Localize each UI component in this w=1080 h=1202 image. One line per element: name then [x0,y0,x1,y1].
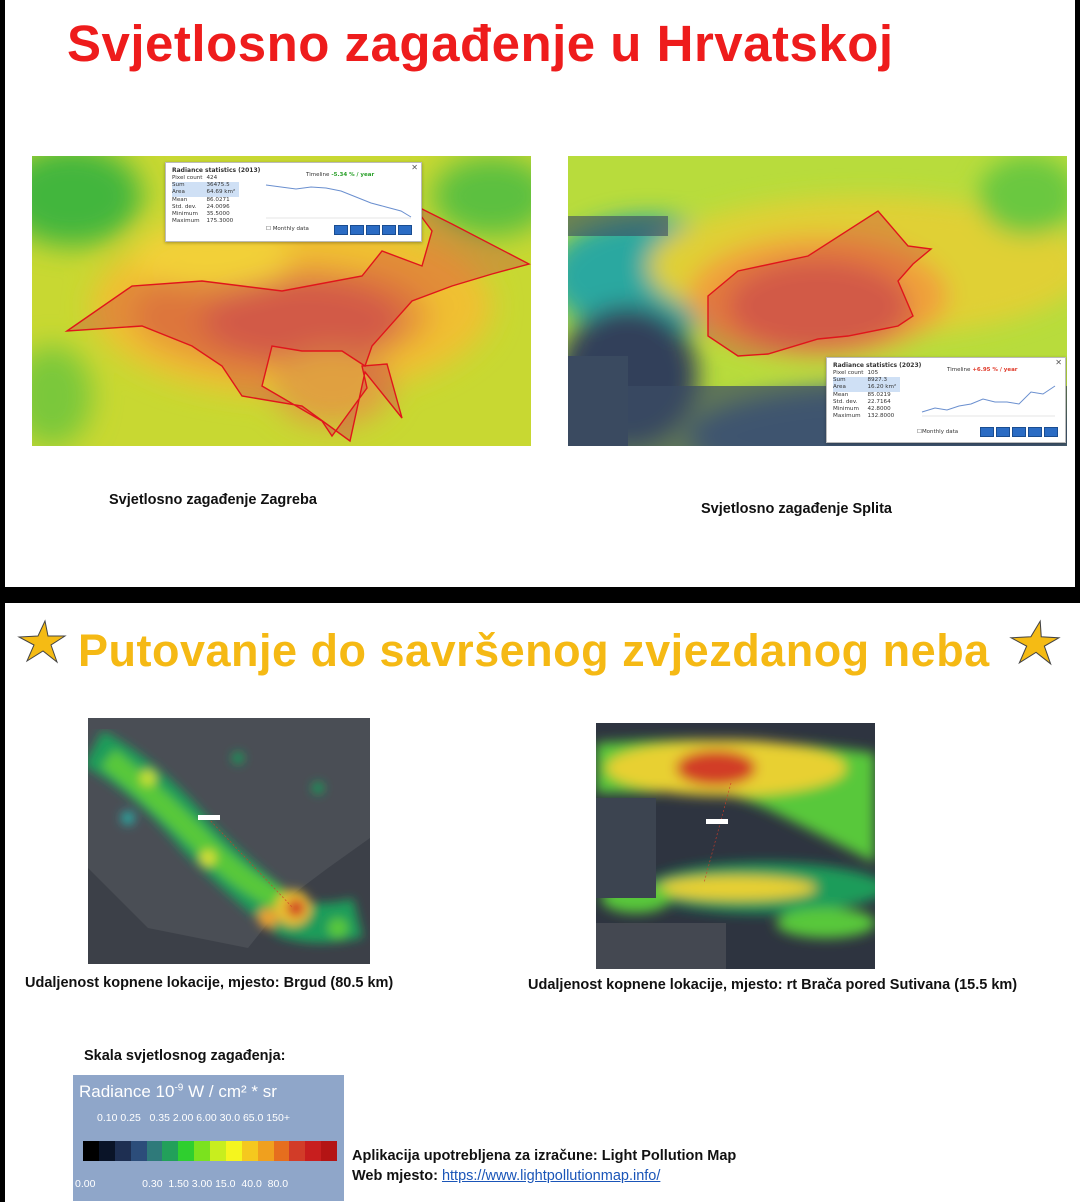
export-buttons[interactable] [334,225,412,235]
monthly-data-checkbox[interactable]: ☐Monthly data [917,429,959,435]
scale-color-swatch [147,1141,163,1161]
scale-color-bar [83,1141,337,1161]
table-row: Sum 36475.5 [172,182,239,189]
split-stats-panel [826,357,1066,443]
table-row: Sum 8927.3 [833,377,900,384]
scale-color-swatch [226,1141,242,1161]
table-row: Std. dev. 22.7164 [833,398,891,405]
table-row: Mean 85.0219 [833,391,891,398]
stats-title: Radiance statistics (2023) [833,362,922,369]
caption-split: Svjetlosno zagađenje Splita [701,501,892,517]
scale-color-swatch [289,1141,305,1161]
scale-color-swatch [305,1141,321,1161]
table-row: Area 16.20 km² [833,384,900,391]
scale-color-swatch [258,1141,274,1161]
scale-color-swatch [178,1141,194,1161]
slide-journey-starry-sky [5,603,1080,1202]
table-row: Std. dev. 24.0096 [172,203,230,210]
scale-color-swatch [115,1141,131,1161]
table-row: Pixel count 105 [833,370,879,376]
stats-title: Radiance statistics (2013) [172,167,261,174]
scale-color-swatch [194,1141,210,1161]
zagreb-radiance-map [32,156,531,446]
caption-zagreb: Svjetlosno zagađenje Zagreba [109,492,317,508]
timeline-chart [917,374,1059,418]
split-radiance-map [568,156,1067,446]
table-row: Pixel count 424 [172,175,218,181]
web-attribution: Web mjesto: https://www.lightpollutionmap.info/ [352,1168,661,1184]
caption-brgud: Udaljenost kopnene lokacije, mjesto: Brgud (80.5 km) [25,975,394,991]
slide-light-pollution-croatia [5,0,1075,587]
close-icon[interactable]: ✕ [411,163,418,172]
scale-color-swatch [274,1141,290,1161]
timeline-label: Timeline -5.34 % / year [306,172,375,178]
scale-color-swatch [99,1141,115,1161]
table-row: Maximum 175.3000 [172,218,234,225]
scale-color-swatch [131,1141,147,1161]
scale-color-swatch [210,1141,226,1161]
scale-color-swatch [83,1141,99,1161]
export-buttons[interactable] [980,427,1058,437]
caption-brac: Udaljenost kopnene lokacije, mjesto: rt Brača pored Sutivana (15.5 km) [528,977,1018,993]
stats-table [172,175,239,225]
app-attribution: Aplikacija upotrebljena za izračune: Light Pollution Map [352,1148,737,1164]
close-icon[interactable]: ✕ [1055,358,1062,367]
scale-heading: Skala svjetlosnog zagađenja: [84,1048,286,1064]
timeline-chart [261,179,416,219]
website-link[interactable]: https://www.lightpollutionmap.info/ [441,1168,661,1184]
zagreb-stats-panel [165,162,422,242]
slide-title: Svjetlosno zagađenje u Hrvatskoj [67,15,894,72]
table-row: Mean 86.0271 [172,196,230,203]
brac-radiance-map [596,723,875,969]
scale-color-swatch [242,1141,258,1161]
stats-table [833,370,900,420]
monthly-data-checkbox[interactable]: ☐ Monthly data [266,226,309,232]
timeline-label: Timeline +6.95 % / year [947,367,1018,373]
radiance-color-scale [73,1075,344,1201]
brgud-radiance-map [88,718,370,964]
table-row: Minimum 35.5000 [172,211,230,218]
star-icon [17,619,67,665]
slide-title: Putovanje do savršenog zvjezdanog neba [78,625,990,676]
scale-color-swatch [162,1141,178,1161]
star-icon [1009,619,1061,667]
scale-ticks-bottom: 0.00 0.30 1.50 3.00 15.0 40.0 80.0 [75,1178,289,1190]
scale-unit-label: Radiance $10^{-9}$ W / cm² * sr [79,1082,277,1101]
table-row: Minimum 42.8000 [833,406,891,413]
table-row: Maximum 132.8000 [833,413,895,420]
scale-ticks-top: 0.10 0.25 0.35 2.00 6.00 30.0 65.0 150+ [97,1112,290,1124]
table-row: Area 64.69 km² [172,189,239,196]
scale-color-swatch [321,1141,337,1161]
